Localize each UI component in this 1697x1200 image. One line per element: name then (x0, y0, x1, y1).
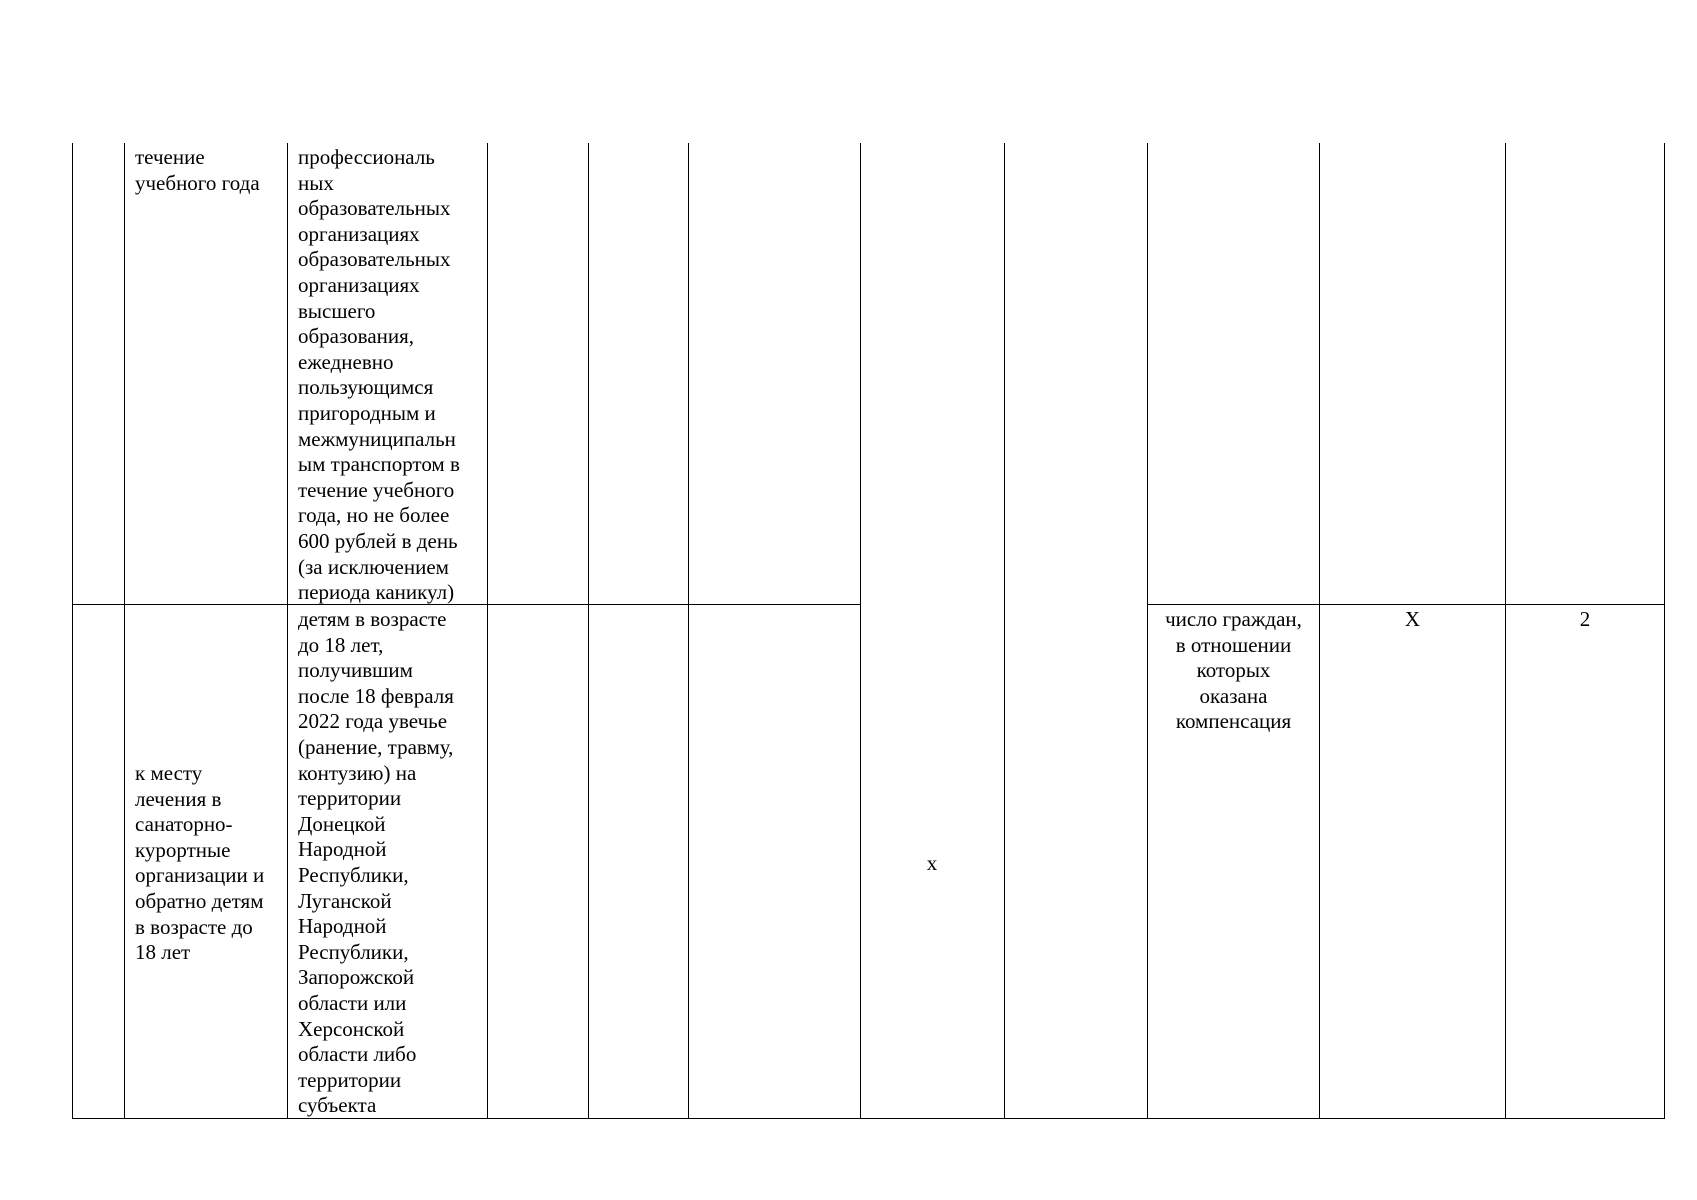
column-divider (1004, 143, 1005, 1119)
column-divider (287, 143, 288, 1119)
table-cell-text: течение учебного года (135, 145, 260, 195)
column-divider (860, 143, 861, 1119)
table-border-left (72, 143, 73, 1119)
column-divider (588, 143, 589, 1119)
table-cell-text: Х (1404, 607, 1421, 631)
column-divider (487, 143, 488, 1119)
table-cell-text: х (926, 851, 938, 875)
table-border-right (1664, 143, 1665, 1119)
table-cell-text: профессиональ ных образовательных организациях образовательных организациях высшего образования, ежедневно пользующимся пригородным и межмуниципальн ым транспортом в течение учебного года, но не более 600 рублей в день (за исключением периода каникул) (298, 145, 460, 605)
row-separator (1147, 604, 1665, 605)
table-cell-text: число граждан, в отношении которых оказана компенсация (1165, 607, 1302, 734)
column-divider (688, 143, 689, 1119)
table-cell-text: 2 (1579, 607, 1591, 631)
column-divider (124, 143, 125, 1119)
table-cell-text: к месту лечения в санаторно- курортные организации и обратно детям в возрасте до 18 лет (135, 761, 265, 965)
table-cell-text: детям в возрасте до 18 лет, получившим после 18 февраля 2022 года увечье (ранение, травму, контузию) на территории Донецкой Народной Республики, Луганской Народной Республики, Запорожской области или Херсонской области либо территории субъекта (298, 607, 454, 1118)
